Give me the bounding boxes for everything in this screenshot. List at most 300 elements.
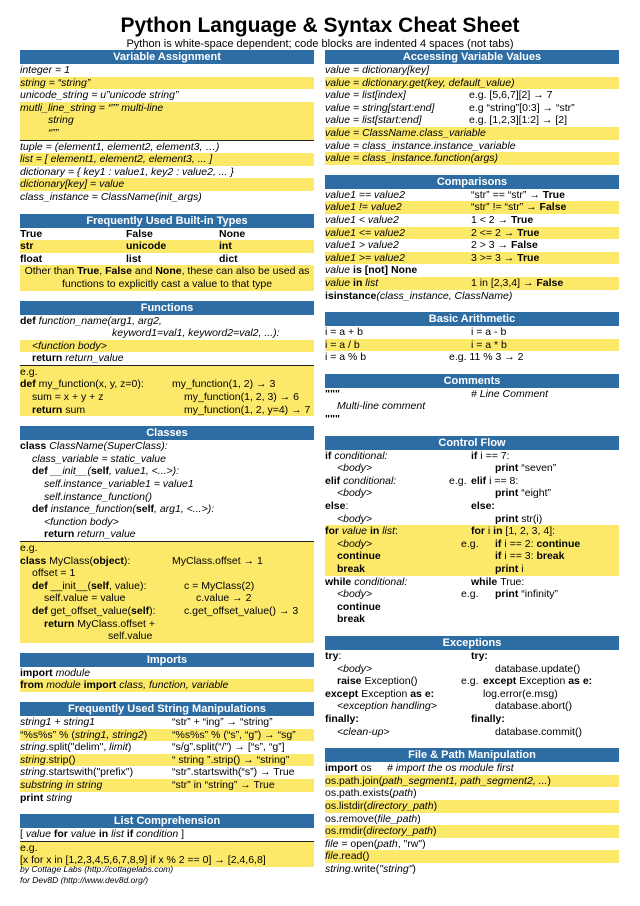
code-text: self.value = value bbox=[44, 592, 126, 605]
code-text: print bbox=[495, 512, 522, 525]
code-cell bbox=[325, 252, 471, 265]
code-text: “str” + “ing” → “string” bbox=[172, 715, 273, 728]
code-cell bbox=[184, 580, 254, 593]
code-cell bbox=[172, 378, 275, 391]
code-text: # Line Comment bbox=[471, 387, 549, 400]
code-text: file bbox=[325, 837, 339, 850]
code-text: [1, 2, 3, 4]: bbox=[505, 525, 556, 538]
code-line bbox=[20, 828, 314, 842]
code-text: False bbox=[126, 227, 153, 240]
code-text: as bbox=[568, 675, 583, 688]
code-text: file_path bbox=[377, 812, 418, 825]
code-cell bbox=[325, 127, 486, 140]
code-text: print bbox=[20, 791, 47, 804]
code-text: False bbox=[536, 276, 564, 289]
code-line bbox=[20, 352, 314, 366]
code-cell bbox=[219, 228, 245, 241]
code-line bbox=[20, 453, 314, 466]
code-line bbox=[325, 388, 619, 401]
code-text: : bbox=[338, 649, 342, 662]
code-cell bbox=[325, 351, 449, 364]
code-text: conditional: bbox=[354, 575, 408, 588]
code-cell bbox=[471, 525, 555, 538]
code-text: os.path.exists( bbox=[325, 787, 393, 800]
code-line bbox=[325, 775, 619, 788]
code-text: value bbox=[25, 828, 54, 841]
code-text: continue bbox=[337, 550, 381, 563]
code-cell bbox=[325, 550, 461, 563]
code-text: __init__( bbox=[50, 579, 91, 592]
code-text: class_instance = ClassName(init_args) bbox=[20, 190, 202, 203]
code-cell bbox=[20, 542, 38, 555]
section-comparisons bbox=[325, 175, 619, 302]
code-text: dictionary = { key1 : value1, key2 : value2, ... } bbox=[20, 165, 234, 178]
code-line bbox=[325, 813, 619, 826]
code-cell bbox=[471, 450, 510, 463]
code-text: “str” in “string” → True bbox=[172, 778, 275, 791]
code-text: c.get_offset_value() → 3 bbox=[184, 604, 299, 617]
code-text: module bbox=[55, 666, 91, 679]
code-text: object bbox=[92, 554, 124, 567]
code-text: return bbox=[32, 352, 66, 365]
code-text: i == 2: bbox=[504, 537, 537, 550]
code-cell bbox=[20, 178, 124, 191]
code-line bbox=[325, 525, 619, 538]
code-cell bbox=[471, 201, 566, 214]
code-line bbox=[325, 762, 619, 775]
code-line bbox=[325, 613, 619, 626]
code-text: """ bbox=[325, 413, 340, 426]
code-text: ] bbox=[178, 828, 185, 841]
code-text: os.remove( bbox=[325, 812, 378, 825]
code-text: c = MyClass(2) bbox=[184, 579, 255, 592]
code-line bbox=[325, 787, 619, 800]
code-line bbox=[20, 77, 314, 90]
code-line bbox=[325, 189, 619, 202]
code-text: e.g. bbox=[461, 588, 479, 601]
code-text: my_function(1, 2, y=4) → 7 bbox=[184, 403, 311, 416]
code-text: .read() bbox=[338, 850, 370, 863]
right-column bbox=[325, 50, 619, 885]
code-text: mutli_line_string = “”” multi-line bbox=[20, 101, 164, 114]
code-text: log.error(e.msg) bbox=[483, 687, 558, 700]
code-line bbox=[325, 650, 619, 663]
code-line bbox=[20, 127, 314, 141]
code-cell bbox=[471, 576, 524, 589]
code-text: “str” == “str” → bbox=[471, 188, 543, 201]
code-cell bbox=[20, 166, 234, 179]
code-cell bbox=[20, 555, 172, 568]
code-text: return bbox=[44, 617, 78, 630]
code-line bbox=[20, 404, 314, 417]
code-cell bbox=[325, 264, 417, 277]
code-line bbox=[325, 576, 619, 589]
code-text: return_value bbox=[77, 528, 136, 541]
code-text: .split("delim", bbox=[45, 741, 110, 754]
code-text: e: bbox=[424, 687, 435, 700]
section-note bbox=[20, 265, 314, 290]
code-text: import bbox=[83, 679, 120, 692]
code-text: substring in string bbox=[20, 778, 103, 791]
code-line bbox=[20, 667, 314, 680]
code-line bbox=[20, 253, 314, 266]
code-cell bbox=[20, 605, 184, 618]
code-cell bbox=[20, 792, 72, 805]
code-line bbox=[325, 601, 619, 614]
code-text: offset = 1 bbox=[32, 567, 76, 580]
code-text: “str”.startswith(“s”) → True bbox=[172, 766, 295, 779]
code-line bbox=[20, 542, 314, 555]
code-text: e.g. bbox=[20, 365, 38, 378]
code-text: break bbox=[536, 550, 565, 563]
code-line bbox=[20, 440, 314, 453]
code-text: string bbox=[46, 791, 72, 804]
code-text: integer = 1 bbox=[20, 64, 70, 76]
section-list-comprehension bbox=[20, 814, 314, 867]
code-text: True bbox=[77, 265, 100, 278]
code-cell bbox=[325, 450, 449, 463]
code-cell bbox=[20, 453, 166, 466]
code-cell bbox=[20, 478, 194, 491]
section-heading: Frequently Used String Manipulations bbox=[20, 702, 314, 716]
code-line bbox=[20, 592, 314, 605]
code-cell bbox=[325, 114, 469, 127]
code-text: def bbox=[20, 378, 39, 391]
code-cell bbox=[325, 663, 461, 676]
code-text: False bbox=[105, 265, 132, 278]
code-text: return_value bbox=[65, 352, 124, 365]
code-cell bbox=[325, 850, 369, 863]
code-text: continue bbox=[337, 600, 381, 613]
code-cell bbox=[461, 462, 483, 475]
code-cell bbox=[325, 601, 381, 614]
code-cell bbox=[20, 366, 38, 379]
code-cell bbox=[325, 825, 436, 838]
code-text: is bbox=[353, 264, 365, 277]
code-cell bbox=[20, 754, 172, 767]
code-text: from bbox=[20, 679, 47, 692]
code-cell bbox=[483, 513, 542, 526]
code-text: i == 8: bbox=[489, 474, 519, 487]
code-text: import bbox=[20, 666, 56, 679]
code-cell bbox=[325, 214, 471, 227]
code-cell bbox=[172, 555, 263, 568]
code-text: my_function(1, 2) → 3 bbox=[172, 378, 276, 391]
code-text: 1 < 2 → bbox=[471, 213, 511, 226]
code-cell bbox=[219, 253, 238, 266]
code-text: , bbox=[99, 265, 106, 278]
code-line bbox=[20, 228, 314, 241]
code-text: finally: bbox=[471, 712, 505, 725]
code-text: return bbox=[44, 528, 78, 541]
code-cell bbox=[20, 528, 136, 541]
code-text: # import the os module first bbox=[387, 762, 514, 775]
code-cell bbox=[325, 239, 471, 252]
code-text: value = list[start:end] bbox=[325, 114, 422, 127]
code-cell bbox=[325, 201, 471, 214]
code-line bbox=[20, 729, 314, 742]
code-text: True bbox=[542, 188, 565, 201]
code-cell bbox=[172, 766, 295, 779]
code-text: , "rw") bbox=[397, 837, 426, 850]
code-text: while bbox=[471, 575, 501, 588]
code-text: ) bbox=[413, 787, 417, 800]
code-text: path bbox=[392, 787, 414, 800]
code-text: list bbox=[111, 828, 127, 841]
code-cell bbox=[20, 404, 184, 417]
code-text: i = a % b bbox=[325, 351, 367, 364]
code-cell bbox=[20, 153, 212, 166]
code-text: unicode bbox=[126, 240, 167, 253]
code-line bbox=[20, 605, 314, 618]
code-cell bbox=[20, 491, 152, 504]
code-cell bbox=[471, 252, 539, 265]
code-text: i = a + b bbox=[325, 326, 363, 339]
credit-line: by Cottage Labs (http://cottagelabs.com) bbox=[20, 864, 174, 874]
code-cell bbox=[471, 214, 533, 227]
code-text: for bbox=[471, 525, 488, 538]
code-text: value = list[index] bbox=[325, 89, 406, 102]
code-cell bbox=[325, 713, 471, 726]
code-line bbox=[20, 315, 314, 328]
code-text: str bbox=[20, 240, 34, 253]
code-text: instance_function( bbox=[50, 503, 136, 516]
code-text: [x for x in [1,2,3,4,5,6,7,8,9] if x % 2 == 0] → [2,4,6,8] bbox=[20, 854, 266, 867]
code-cell bbox=[20, 465, 179, 478]
code-text: value = dictionary.get(key, default_value) bbox=[325, 76, 515, 89]
code-cell bbox=[471, 475, 518, 488]
code-text: self.value bbox=[108, 630, 153, 643]
code-text: while bbox=[325, 575, 355, 588]
code-text: module bbox=[46, 679, 84, 692]
code-text: elif bbox=[471, 474, 490, 487]
code-text: value1 >= value2 bbox=[325, 251, 405, 264]
code-line bbox=[325, 227, 619, 240]
code-line bbox=[325, 462, 619, 475]
code-text: in bbox=[369, 525, 383, 538]
code-cell bbox=[387, 762, 514, 775]
code-cell bbox=[483, 663, 580, 676]
credit-line: for Dev8D (http://www.dev8d.org/) bbox=[20, 875, 149, 885]
code-line bbox=[20, 89, 314, 102]
section-heading: Control Flow bbox=[325, 436, 619, 450]
code-cell bbox=[20, 440, 168, 453]
code-cell bbox=[20, 618, 155, 631]
code-cell bbox=[20, 378, 172, 391]
code-text: else: bbox=[471, 500, 495, 513]
code-text: print bbox=[495, 563, 522, 575]
code-text: string bbox=[48, 114, 74, 127]
code-cell bbox=[325, 800, 437, 813]
code-text: i == 3: bbox=[504, 550, 537, 563]
code-cell bbox=[461, 675, 483, 688]
code-cell bbox=[449, 576, 471, 589]
code-text: [ bbox=[364, 264, 369, 277]
code-text: value1 == value2 bbox=[325, 188, 405, 201]
code-cell bbox=[20, 716, 172, 729]
code-text: not bbox=[368, 264, 385, 277]
code-text: path_segment1, path_segment2, ... bbox=[382, 774, 548, 787]
section-built-in-types bbox=[20, 214, 314, 291]
code-line bbox=[20, 64, 314, 77]
code-line bbox=[325, 326, 619, 339]
code-line bbox=[20, 114, 314, 127]
code-text: string1, string2 bbox=[74, 728, 144, 741]
code-text: dictionary[key] = value bbox=[20, 178, 125, 191]
code-text: os.listdir( bbox=[325, 799, 368, 812]
code-line bbox=[20, 378, 314, 391]
code-text: 2 > 3 → bbox=[471, 239, 511, 252]
code-text: my_function(1, 2, 3) → 6 bbox=[184, 391, 299, 404]
code-text: def bbox=[32, 604, 51, 617]
code-text: if bbox=[495, 550, 505, 563]
code-cell bbox=[449, 475, 471, 488]
code-text: MyClass( bbox=[49, 554, 93, 567]
code-line bbox=[325, 102, 619, 115]
code-cell bbox=[196, 592, 251, 605]
section-heading: Comments bbox=[325, 374, 619, 388]
code-cell bbox=[20, 64, 70, 77]
code-text: if bbox=[325, 449, 335, 462]
section-accessing-variable-values bbox=[325, 50, 619, 165]
code-cell bbox=[449, 351, 524, 364]
code-cell bbox=[20, 240, 126, 253]
code-text: as bbox=[410, 687, 425, 700]
code-text: if bbox=[126, 828, 137, 841]
code-cell bbox=[20, 679, 228, 692]
code-cell bbox=[325, 726, 483, 739]
code-cell bbox=[325, 576, 449, 589]
code-cell bbox=[20, 102, 163, 115]
section-heading: Classes bbox=[20, 426, 314, 440]
code-text: database.abort() bbox=[495, 700, 573, 713]
code-text: str(i) bbox=[521, 512, 543, 525]
code-cell bbox=[325, 675, 461, 688]
code-cell bbox=[325, 413, 340, 426]
code-text: (class_instance, ClassName) bbox=[376, 289, 513, 302]
code-line bbox=[325, 77, 619, 90]
code-text: value1 > value2 bbox=[325, 239, 399, 252]
code-text: i = a - b bbox=[471, 326, 507, 339]
code-cell bbox=[471, 239, 538, 252]
code-line bbox=[325, 89, 619, 102]
section-basic-arithmetic bbox=[325, 312, 619, 364]
code-text: “eight” bbox=[521, 487, 552, 500]
code-cell bbox=[20, 567, 184, 580]
code-text: raise bbox=[337, 675, 365, 688]
code-cell bbox=[471, 189, 565, 202]
code-cell bbox=[20, 77, 90, 90]
code-text: string = “string” bbox=[20, 76, 91, 89]
code-text: database.commit() bbox=[495, 725, 582, 738]
code-cell bbox=[126, 240, 219, 253]
code-text: class, function, variable bbox=[119, 679, 229, 692]
section-variable-assignment bbox=[20, 50, 314, 204]
code-text: break bbox=[337, 613, 366, 626]
code-text: i bbox=[521, 563, 524, 575]
code-text: <exception handling> bbox=[337, 700, 437, 713]
code-text: value1 < value2 bbox=[325, 213, 399, 226]
code-text: i = a / b bbox=[325, 338, 360, 351]
code-text: ): bbox=[123, 554, 131, 567]
code-cell bbox=[126, 253, 219, 266]
code-cell bbox=[325, 538, 461, 551]
code-text: “”” bbox=[48, 126, 59, 139]
code-text: MyClass.offset + bbox=[77, 617, 155, 630]
code-text: print bbox=[495, 462, 522, 475]
code-text: <body> bbox=[337, 462, 373, 475]
code-line bbox=[325, 201, 619, 214]
code-text: def bbox=[32, 465, 51, 478]
code-cell bbox=[461, 563, 483, 576]
code-text: c.value → 2 bbox=[196, 592, 252, 605]
code-text: list bbox=[126, 252, 142, 265]
code-cell bbox=[325, 863, 416, 876]
code-cell bbox=[325, 400, 425, 413]
code-cell bbox=[219, 240, 232, 253]
code-text: continue bbox=[536, 537, 581, 550]
code-line bbox=[325, 264, 619, 277]
credits bbox=[20, 864, 173, 886]
code-cell bbox=[325, 227, 471, 240]
code-text: False bbox=[539, 201, 567, 214]
code-text: 2 <= 2 → bbox=[471, 226, 518, 239]
code-text: “ string ”.strip() → “string” bbox=[172, 753, 290, 766]
code-text: class_variable = static_value bbox=[32, 452, 166, 465]
code-line bbox=[20, 555, 314, 568]
code-text: get_offset_value( bbox=[50, 604, 132, 617]
code-text: database.update() bbox=[495, 662, 581, 675]
code-cell bbox=[20, 842, 38, 855]
code-line bbox=[20, 716, 314, 729]
code-cell bbox=[471, 227, 539, 240]
code-text: self.instance_function() bbox=[44, 490, 152, 503]
code-text: """ bbox=[325, 387, 340, 400]
code-cell bbox=[449, 450, 471, 463]
code-cell bbox=[20, 340, 107, 353]
code-line bbox=[20, 741, 314, 754]
code-line bbox=[325, 127, 619, 140]
code-cell bbox=[20, 352, 124, 365]
code-cell bbox=[20, 127, 59, 140]
code-text: “str” != “str” → bbox=[471, 201, 540, 214]
code-line bbox=[325, 450, 619, 463]
code-line bbox=[325, 850, 619, 863]
code-text: “s/g”.split(“/”) → [“s”, “g”] bbox=[172, 741, 285, 754]
code-cell bbox=[20, 592, 196, 605]
code-text: value = ClassName.class_variable bbox=[325, 126, 486, 139]
code-text: string bbox=[20, 753, 46, 766]
code-cell bbox=[461, 663, 483, 676]
code-cell bbox=[172, 729, 296, 742]
code-text: conditional: bbox=[334, 449, 388, 462]
code-text: ) bbox=[127, 741, 132, 754]
code-text: def bbox=[32, 579, 51, 592]
code-cell bbox=[20, 141, 219, 154]
code-cell bbox=[325, 487, 461, 500]
code-line bbox=[20, 528, 314, 542]
code-text: break bbox=[337, 563, 366, 575]
code-line bbox=[20, 141, 314, 154]
code-cell bbox=[172, 754, 289, 767]
code-cell bbox=[483, 538, 580, 551]
code-cell bbox=[20, 729, 172, 742]
code-text: 3 >= 3 → bbox=[471, 251, 518, 264]
code-text: e.g. 11 % 3 → 2 bbox=[449, 351, 524, 364]
code-line bbox=[325, 838, 619, 851]
code-line bbox=[20, 366, 314, 379]
code-text: ) bbox=[143, 728, 148, 741]
